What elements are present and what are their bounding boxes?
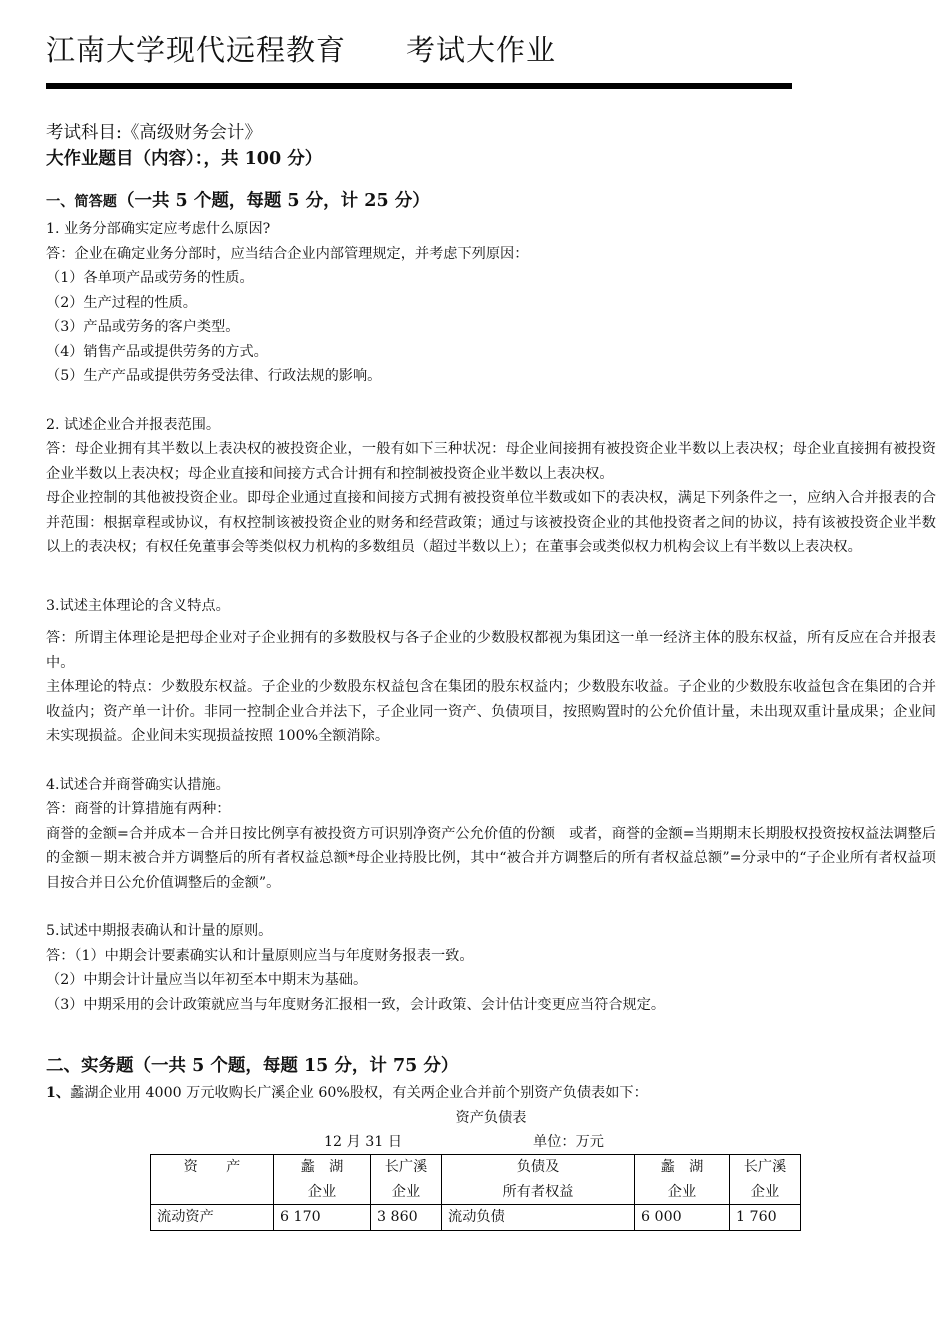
q1-answer-line: （5）生产产品或提供劳务受法律、行政法规的影响。 [46,368,382,384]
practice-q1-text: 蠡湖企业用 4000 万元收购长广溪企业 60%股权，有关两企业合并前个别资产负债表如下： [70,1085,648,1101]
header-assets: 资 产 [151,1155,274,1205]
table-cell: 3 860 [371,1205,442,1231]
header-changguangxi-1: 长广溪 企业 [371,1155,442,1205]
balance-sheet-meta [46,1130,936,1154]
table-header-row [151,1155,801,1205]
q4-answer-line: 答：商誉的计算措施有两种： [46,801,231,817]
section1-heading-prefix: 一、简答题 [46,194,117,210]
q2-question: 2. 试述企业合并报表范围。 [46,416,221,433]
q1-answer-line: （2）生产过程的性质。 [46,294,197,311]
q4-question: 4.试述合并商誉确实认措施。 [46,776,230,793]
header-lihu-1: 蠡 湖 企业 [274,1155,371,1205]
balance-sheet-title: 资产负债表 [455,1109,527,1126]
balance-sheet-date: 12 月 31 日 [324,1134,403,1150]
exam-subject: 考试科目:《高级财务会计》 [46,123,262,143]
table-cell: 6 170 [274,1205,371,1231]
q5-answer-line: （2）中期会计计量应当以年初至本中期末为基础。 [46,972,368,988]
q1-answer-line: 答：企业在确定业务分部时，应当结合企业内部管理规定，并考虑下列原因： [46,245,529,262]
q5-answer-line: 答：（1）中期会计要素确实认和计量原则应当与年度财务报表一致。 [46,947,474,964]
q1-answer-line: （3）产品或劳务的客户类型。 [46,319,240,335]
q2-answer-para: 母企业控制的其他被投资企业。即母企业通过直接和间接方式拥有被投资单位半数或如下的表决权，满足下列条件之一，应纳入合并报表的合并范围：根据章程或协议，有权控制该被投资企业的财务和经营政策；通过与该被投资企业的其他投资者之间的协议，持有该被投资企业半数以上的表决权；有权任免董事会等类似权力机构的多数组员（超过半数以上）；在董事会或类似权力机构会议上有半数以上表决权。 [46,490,936,555]
section1-heading-rest: （一共 5 个题，每题 5 分，计 25 分） [116,191,430,211]
table-cell: 流动负债 [442,1205,635,1231]
q4-answer-para: 商誉的金额=合并成本－合并日按比例享有被投资方可识别净资产公允价值的份额 或者，商誉的金额=当期期末长期股权投资按权益法调整后的金额－期末被合并方调整后的所有者权益总额*母企业持股比例，其中“被合并方调整后的所有者权益总额”=分录中的“子企业所有者权益项目按合并日公允价值调整后的金额”。 [46,825,936,891]
practice-q1-number: 1、 [46,1085,71,1101]
q5-answer-line: （3）中期采用的会计政策就应当与年度财务汇报相一致，会计政策、会计估计变更应当符合规定。 [46,996,666,1013]
q3-question: 3.试述主体理论的含义特点。 [46,597,230,614]
balance-sheet-table [150,1154,801,1231]
table-row [151,1205,801,1231]
table-cell: 6 000 [635,1205,730,1231]
q2-answer-para: 答：母企业拥有其半数以上表决权的被投资企业，一般有如下三种状况：母企业间接拥有被投资企业半数以上表决权；母企业直接拥有被投资企业半数以上表决权；母企业直接和间接方式合计拥有和控制被投资企业半数以上表决权。 [46,441,936,482]
assignment-title: 大作业题目（内容）：，共 100 分） [46,149,323,169]
q3-answer-para: 主体理论的特点：少数股东权益。子企业的少数股东权益包含在集团的股东权益内；少数股东收益。子企业的少数股东收益包含在集团的合并收益内；资产单一计价。非同一控制企业合并法下，子企业同一资产、负债项目，按照购置时的公允价值计量，未出现双重计量成果；企业间未实现损益。企业间未实现损益按照 100%全额消除。 [46,679,936,744]
header-liabilities-equity: 负债及 所有者权益 [442,1155,635,1205]
header-changguangxi-2: 长广溪 企业 [730,1155,801,1205]
q1-question: 1. 业务分部确实定应考虑什么原因? [46,221,271,237]
practice-q1 [46,1081,936,1106]
q5-question: 5.试述中期报表确认和计量的原则。 [46,923,273,939]
q1-answer-line: （4）销售产品或提供劳务的方式。 [46,343,268,360]
balance-sheet-unit: 单位：万元 [533,1134,604,1150]
section2-heading: 二、实务题（一共 5 个题，每题 15 分，计 75 分） [46,1056,459,1076]
document-body [46,120,936,1231]
q1-answer-line: （1）各单项产品或劳务的性质。 [46,270,254,286]
document-header-title: 江南大学现代远程教育 考试大作业 [46,33,557,67]
table-cell: 流动资产 [151,1205,274,1231]
header-lihu-2: 蠡 湖 企业 [635,1155,730,1205]
section1-heading [46,186,936,217]
q3-answer-para: 答：所谓主体理论是把母企业对子企业拥有的多数股权与各子企业的少数股权都视为集团这一单一经济主体的股东权益，所有反应在合并报表中。 [46,630,936,671]
table-cell: 1 760 [730,1205,801,1231]
header-rule [46,83,792,89]
